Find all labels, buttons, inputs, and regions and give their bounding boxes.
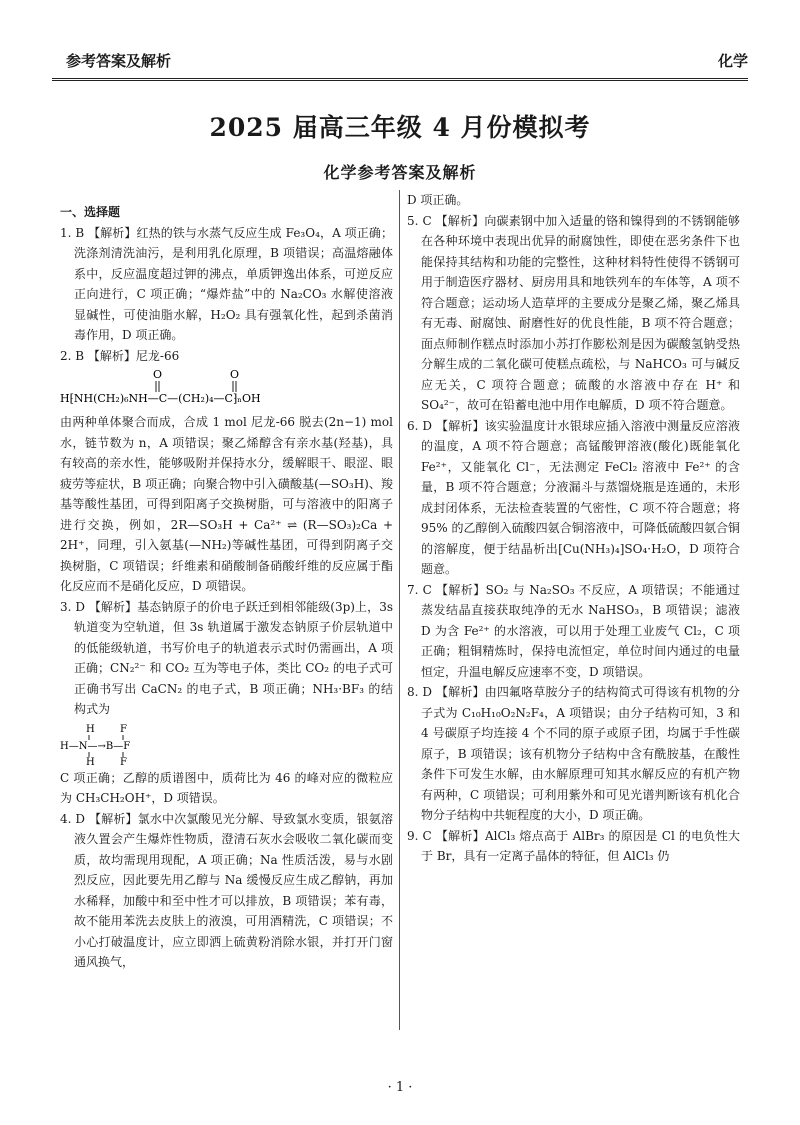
question-9: 9. C 【解析】AlCl₃ 熔点高于 AlBr₃ 的原因是 Cl 的电负性大于 Br，具有一定离子晶体的特征，但 AlCl₃ 仍 bbox=[407, 828, 740, 863]
question-4-end: D 项正确。 bbox=[407, 193, 469, 207]
question-4: 4. D 【解析】氯水中次氯酸见光分解、导致氯水变质，银氨溶液久置会产生爆炸性物质，澄清石灰水会吸收二氧化碳而变质，故均需现用现配，A 项正确；Na 性质活泼，易与水剧烈反应，因此要先用乙醇与 Na 缓慢反应生成乙醇钠，再加水稀释，加酸中和至中性才可以排放，B 项错误；苯有毒，故不能用苯洗去皮肤上的液溴，可用酒精洗，C 项错误；不小心打破温度计，应立即洒上硫黄粉消除水银，并打开门窗通风换气， bbox=[60, 811, 393, 969]
question-8: 8. D 【解析】由四氟咯草胺分子的结构简式可得该有机物的分子式为 C₁₀H₁₀O₂N₂F₄，A 项错误；由分子结构可知，3 和 4 号碳原子均连接 4 个不同的原子或原子团，均属于手性碳原子，B 项错误；该有机物分子结构中含有酰胺基，在酸性条件下可发生水解，由水解原理可知其水解反应的有机产物有两种，C 项错误；可利用紫外和可见光谱判断该有机化合物分子结构中共轭程度的大小，D 项正确。 bbox=[407, 685, 740, 822]
question-2-head: 2. B 【解析】尼龙-66 bbox=[60, 348, 180, 363]
question-5: 5. C 【解析】向碳素钢中加入适量的铬和镍得到的不锈钢能够在各种环境中表现出优异的耐腐蚀性，即使在恶劣条件下也能保持其结构和功能的完整性，这种材料特性使得不锈钢可用于制造医疗器材、厨房用具和地铁列车的车体等，A 项不符合题意；运动场人造草坪的主要成分是聚乙烯，聚乙烯具有无毒、耐腐蚀、耐磨性好的优良性能，B 项不符合题意；面点师制作糕点时添加小苏打作膨松剂是因为碳酸氢钠受热分解生成的二氧化碳可使糕点疏松，与 NaHCO₃ 可与碱反应无关，C 项符合题意；硫酸的水溶液中存在 H⁺ 和 SO₄²⁻，故可在铅蓄电池中用作电解质，D 项不符合题意。 bbox=[407, 213, 740, 412]
question-7: 7. C 【解析】SO₂ 与 Na₂SO₃ 不反应，A 项错误；不能通过蒸发结晶直接获取纯净的无水 NaHSO₃，B 项错误；滤液 D 为含 Fe²⁺ 的水溶液，可以用于处理工业废气 Cl₂，C 项正确；粗铜精炼时，保持电流恒定，单位时间内通过的电量恒定，升温电解反应速率不变，D 项错误。 bbox=[407, 582, 740, 679]
question-2-body: 由两种单体聚合而成，合成 1 mol 尼龙-66 脱去(2n−1) mol 水，链节数为 n，A 项错误；聚乙烯醇含有亲水基(羟基)，具有较高的亲水性，能够吸附并保持水分，缓解眼干、眼涩、眼疲劳等症状，B 项正确；向聚合物中引入磺酸基(—SO₃H)、羧基等酸性基团，可得到阳离子交换树脂，可与溶液中的阳离子进行交换，例如，2R—SO₃H + Ca²⁺ ⇌ (R—SO₃)₂Ca + 2H⁺，同理，引入氨基(—NH₂)等碱性基团，可得到阴离子交换树脂，C 项错误；纤维素和硝酸制备硝酸纤维的反应属于酯化反应而不是硝化反应，D 项错误。 bbox=[60, 415, 393, 593]
svg-text:H—N—→B—F: H—N—→B—F bbox=[60, 740, 131, 752]
right-column bbox=[407, 190, 740, 867]
svg-text:H⁅NH(CH₂)₆NH—C—(CH₂)₄—C⁆ₙOH: H⁅NH(CH₂)₆NH—C—(CH₂)₄—C⁆ₙOH bbox=[60, 392, 261, 405]
svg-text:F: F bbox=[120, 723, 127, 735]
svg-text:H: H bbox=[86, 723, 95, 735]
nylon-66-structure-diagram bbox=[60, 368, 290, 410]
svg-text:O: O bbox=[230, 368, 240, 381]
nylon-structure bbox=[60, 368, 393, 410]
page-number: · 1 · bbox=[387, 1080, 413, 1095]
section-label: 一、选择题 bbox=[60, 205, 121, 219]
svg-text:O: O bbox=[153, 368, 163, 381]
question-3: 3. D 【解析】基态钠原子的价电子跃迁到相邻能级(3p)上，3s 轨道变为空轨道，但 3s 轨道属于激发态钠原子价层轨道中的低能级轨道，书写价电子的轨道表示式时仍需画出，A 项正确；CN₂²⁻ 和 CO₂ 互为等电子体，类比 CO₂ 的电子式可正确书写出 CaCN₂ 的电子式，B 项正确；NH₃·BF₃ 的结构式为 bbox=[60, 599, 393, 716]
page-header bbox=[52, 44, 748, 81]
left-column bbox=[60, 190, 393, 973]
column-divider bbox=[399, 190, 400, 1030]
header-subject: 化学 bbox=[717, 52, 748, 70]
nh3-bf3-structure bbox=[60, 722, 393, 766]
svg-text:F: F bbox=[120, 756, 127, 766]
question-1: 1. B 【解析】红热的铁与水蒸气反应生成 Fe₃O₄，A 项正确；洗涤剂清洗油污，是利用乳化原理，B 项错误；高温熔融体系中，反应温度超过钾的沸点，单质钾逸出体系，可逆反应正向进行，C 项正确；“爆炸盐”中的 Na₂CO₃ 水解使溶液显碱性，可使油脂水解，H₂O₂ 具有强氧化性，起到杀菌消毒作用，D 项正确。 bbox=[60, 225, 393, 342]
page-subtitle: 化学参考答案及解析 bbox=[323, 163, 477, 182]
svg-text:H: H bbox=[86, 756, 95, 766]
page-title: 2025 届高三年级 4 月份模拟考 bbox=[209, 113, 591, 142]
nh3-bf3-structure-diagram bbox=[60, 722, 160, 766]
question-3-end: C 项正确；乙醇的质谱图中，质荷比为 46 的峰对应的微粒应为 CH₃CH₂OH⁺，D 项错误。 bbox=[60, 770, 393, 805]
question-6: 6. D 【解析】该实验温度计水银球应插入溶液中测量反应溶液的温度，A 项不符合题意；高锰酸钾溶液(酸化)既能氧化 Fe²⁺，又能氧化 Cl⁻，无法测定 FeCl₂ 溶液中 Fe²⁺ 的含量，B 项不符合题意；分液漏斗与蒸馏烧瓶是连通的，未形成封闭体系，无法检查装置的气密性，C 项不符合题意；将 95% 的乙醇倒入硫酸四氨合铜溶液中，可降低硫酸四氨合铜的溶解度，便于结晶析出[Cu(NH₃)₄]SO₄·H₂O，D 项符合题意。 bbox=[407, 418, 740, 576]
header-left: 参考答案及解析 bbox=[66, 52, 172, 70]
